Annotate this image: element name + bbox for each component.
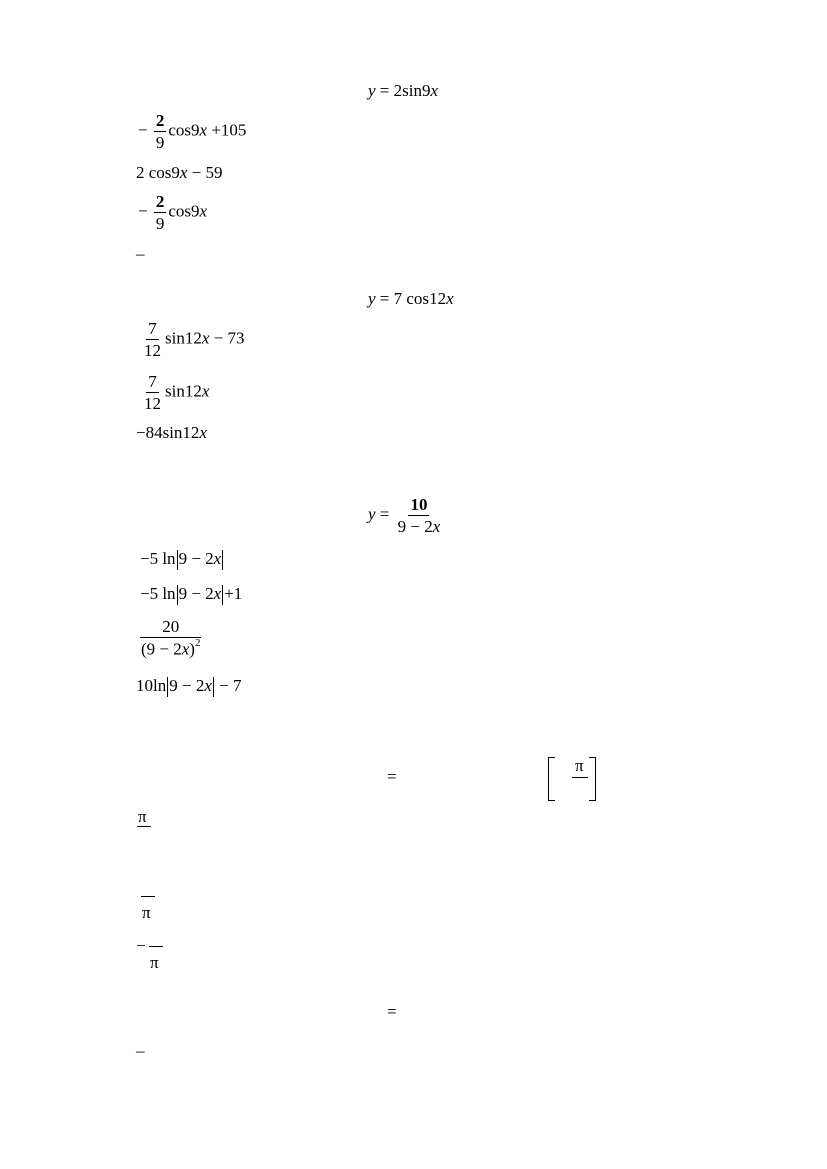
pi-symbol-b: π (142, 903, 151, 922)
p1-option-1 (138, 112, 246, 151)
fn: cos9 (168, 120, 200, 140)
denominator: 12 (144, 341, 161, 360)
fraction (142, 320, 163, 359)
abs-bar-right (213, 677, 214, 697)
den-var: x (432, 517, 441, 536)
fn-name: cos (406, 289, 430, 308)
fn: cos9 (168, 201, 200, 221)
abs-bar-right (222, 550, 223, 570)
p1-option-2 (136, 164, 223, 181)
numerator: 7 (148, 372, 157, 391)
den-var: x (181, 639, 190, 659)
minus-sign: − (136, 936, 146, 955)
function-3 (368, 496, 444, 535)
numerator: 20 (140, 618, 201, 638)
equals-sign: = (379, 289, 390, 308)
p2-option-1 (140, 320, 244, 359)
inner: 9 − 2 (169, 676, 205, 695)
den-part: (9 − 2 (141, 639, 182, 659)
equals-sign: = (379, 504, 390, 524)
prefix: 10ln (136, 676, 167, 695)
denominator: 9 (155, 133, 165, 152)
fraction-bar (141, 896, 155, 897)
right-bracket (589, 757, 596, 801)
numerator: 2 (155, 192, 165, 211)
var: x (213, 584, 222, 603)
equals-fragment-2: = (387, 1002, 397, 1021)
inner: 9 − 2 (178, 584, 214, 603)
fn-name: sin (402, 81, 422, 100)
tail: − 73 (209, 328, 245, 348)
fraction-bar (572, 777, 588, 778)
sign: − (138, 120, 148, 140)
fraction (154, 112, 167, 151)
fn: sin12 (165, 381, 202, 401)
pi-symbol-c: π (150, 953, 159, 972)
tail: +1 (224, 584, 243, 603)
numerator: 2 (155, 111, 165, 130)
pi-symbol-a: π (138, 807, 147, 826)
p3-option-3 (137, 618, 204, 658)
dash: – (136, 244, 145, 263)
arg-num: 12 (429, 289, 447, 308)
text: −84sin12 (136, 423, 200, 442)
den-part: 9 − 2 (397, 517, 433, 536)
var-y: y (368, 504, 376, 524)
prefix: −5 ln (140, 584, 176, 603)
function-1 (368, 82, 438, 99)
p1-option-3 (138, 193, 207, 232)
left-bracket (548, 757, 555, 801)
var: x (199, 201, 208, 221)
den-close: ) (189, 639, 195, 659)
var: x (179, 163, 188, 182)
pi-symbol-top: π (575, 756, 584, 775)
arg-var: x (446, 289, 454, 308)
denominator: 12 (144, 394, 161, 413)
fraction (142, 373, 163, 412)
coef: 7 (393, 289, 403, 308)
var: x (199, 423, 207, 442)
sign: − (138, 201, 148, 221)
p3-option-2 (140, 585, 242, 605)
denominator: 9 (155, 214, 165, 233)
abs-bar-left (177, 585, 178, 605)
equals-sign: = (379, 81, 390, 100)
var-y: y (368, 289, 376, 308)
numerator: 10 (410, 495, 428, 514)
denominator (139, 638, 202, 658)
fraction-bar (149, 946, 163, 947)
prefix: −5 ln (140, 549, 176, 568)
var: x (201, 328, 210, 348)
arg-var: x (430, 81, 439, 100)
function-2 (368, 290, 454, 307)
var: x (204, 676, 212, 695)
fraction (396, 496, 443, 535)
var: x (213, 549, 222, 568)
abs-bar-left (177, 550, 178, 570)
fraction (139, 618, 202, 658)
arg-num: 9 (421, 81, 431, 100)
p3-option-1 (140, 550, 224, 570)
text: 2 cos9 (136, 163, 180, 182)
equals-fragment-1: = (387, 767, 397, 786)
var-y: y (368, 81, 376, 100)
fraction (154, 193, 167, 232)
fn: sin12 (165, 328, 202, 348)
p2-option-3 (136, 424, 207, 441)
fraction-bar (137, 826, 151, 827)
tail: − 7 (214, 676, 242, 695)
var: x (199, 120, 208, 140)
coef: 2 (393, 81, 403, 100)
denominator (396, 516, 443, 535)
var: x (201, 381, 210, 401)
p2-option-2 (140, 373, 209, 412)
numerator: 7 (148, 319, 157, 338)
tail: − 59 (187, 163, 223, 182)
exponent: 2 (194, 637, 201, 649)
inner: 9 − 2 (178, 549, 214, 568)
p3-option-4 (136, 677, 241, 697)
tail: +105 (211, 120, 247, 140)
p1-option-4 (136, 245, 145, 262)
dash-fragment: – (136, 1041, 145, 1060)
